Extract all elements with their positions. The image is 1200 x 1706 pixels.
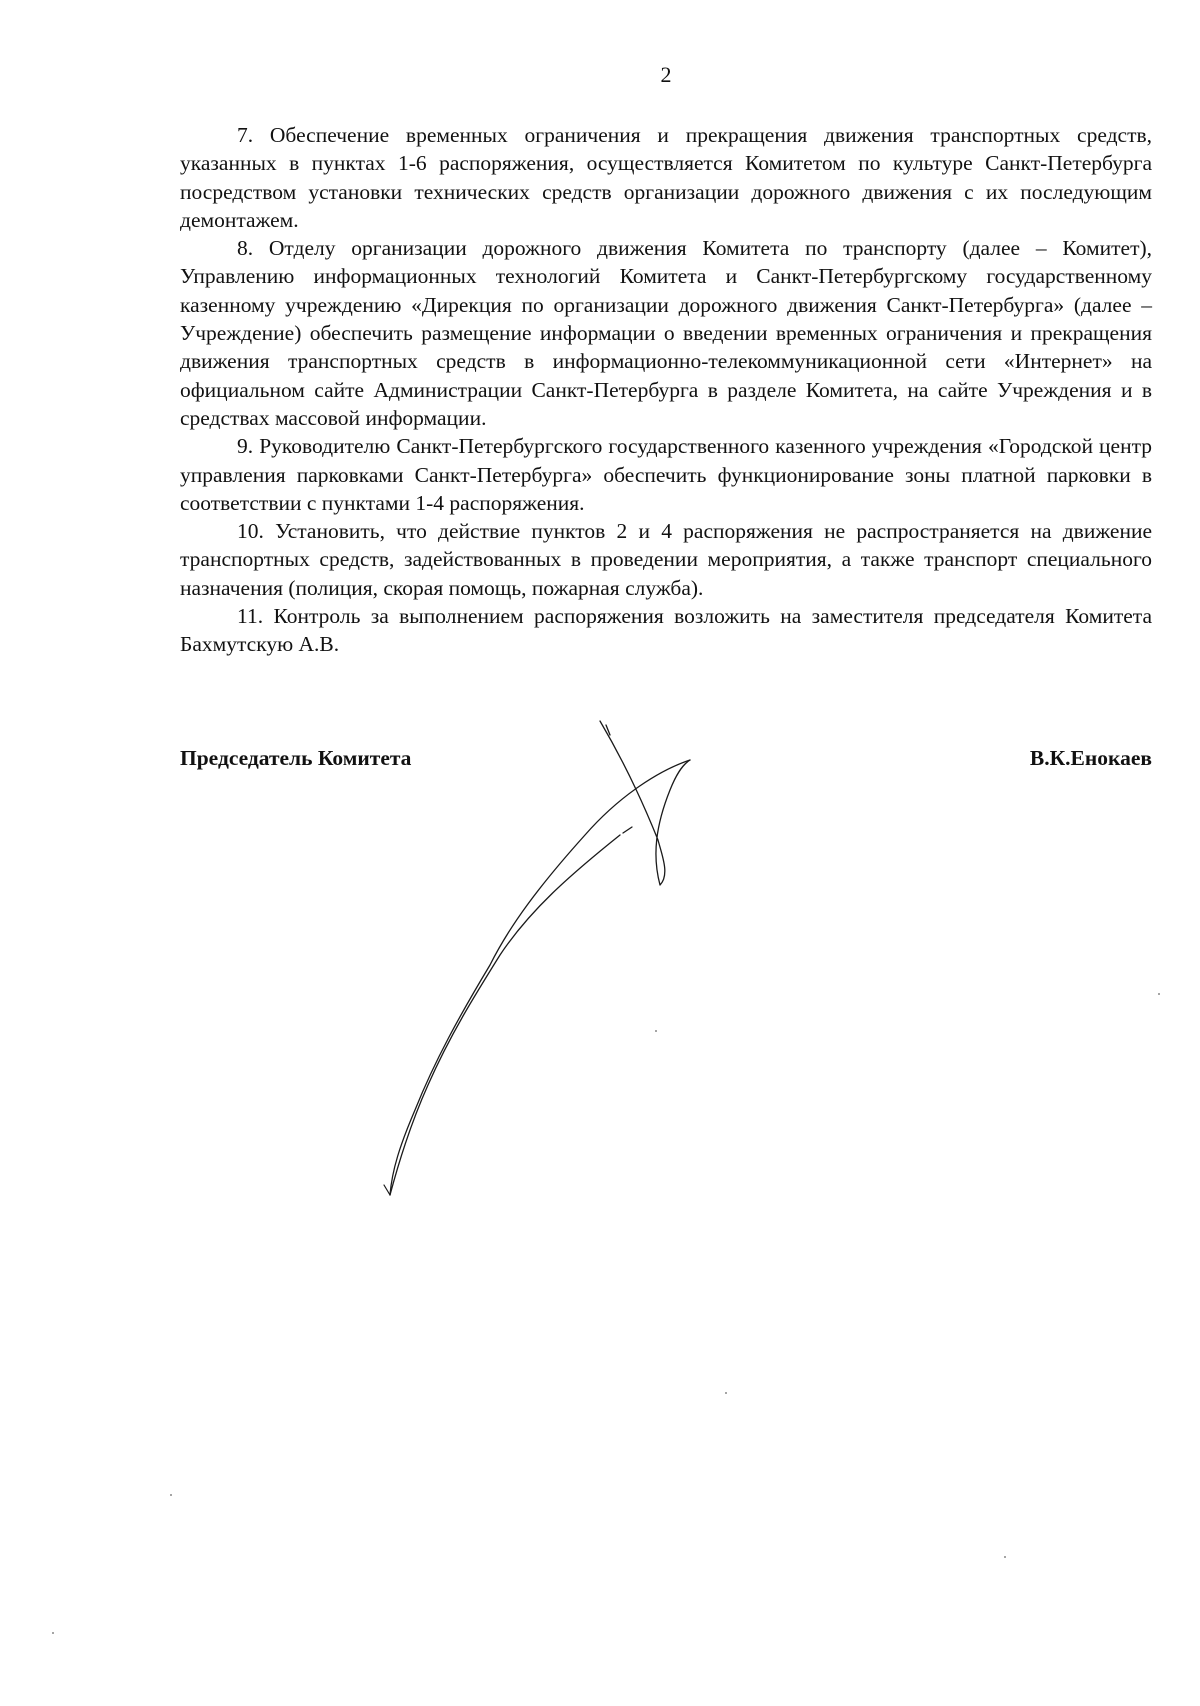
scan-speck <box>1158 993 1160 995</box>
scan-speck <box>170 1494 172 1496</box>
scan-speck <box>655 1030 657 1032</box>
paragraph-9: 9. Руководителю Санкт-Петербургского государственного казенного учреждения «Городской центр управления парковками Санкт-Петербурга» обеспечить функционирование зоны платной парковки в соответствии с пунктами 1-4 распоряжения. <box>180 434 1152 515</box>
scan-speck <box>52 1632 54 1634</box>
scan-speck <box>1004 1556 1006 1558</box>
document-body <box>180 121 1152 659</box>
handwritten-signature <box>340 715 720 1205</box>
paragraph-10: 10. Установить, что действие пунктов 2 и 4 распоряжения не распространяется на движение транспортных средств, задействованных в проведении мероприятия, а также транспорт специального назначения (полиция, скорая помощь, пожарная служба). <box>180 519 1152 600</box>
signatory-title: Председатель Комитета <box>180 746 412 770</box>
paragraph-7: 7. Обеспечение временных ограничения и прекращения движения транспортных средств, указанных в пунктах 1-6 распоряжения, осуществляется Комитетом по культуре Санкт-Петербурга посредством установки технических средств организации дорожного движения с их последующим демонтажем. <box>180 123 1152 232</box>
scan-speck <box>725 1392 727 1394</box>
paragraph-8: 8. Отделу организации дорожного движения Комитета по транспорту (далее – Комитет), Управлению информационных технологий Комитета и Санкт-Петербургскому государственному казенному учреждению «Дирекция по организации дорожного движения Санкт-Петербурга» (далее – Учреждение) обеспечить размещение информации о введении временных ограничения и прекращения движения транспортных средств в информационно-телекоммуникационной сети «Интернет» на официальном сайте Администрации Санкт-Петербурга в разделе Комитета, на сайте Учреждения и в средствах массовой информации. <box>180 236 1152 430</box>
signatory-name: В.К.Енокаев <box>1029 746 1152 770</box>
paragraph-11: 11. Контроль за выполнением распоряжения возложить на заместителя председателя Комитета Бахмутскую А.В. <box>180 604 1152 657</box>
page-number: 2 <box>660 62 672 87</box>
